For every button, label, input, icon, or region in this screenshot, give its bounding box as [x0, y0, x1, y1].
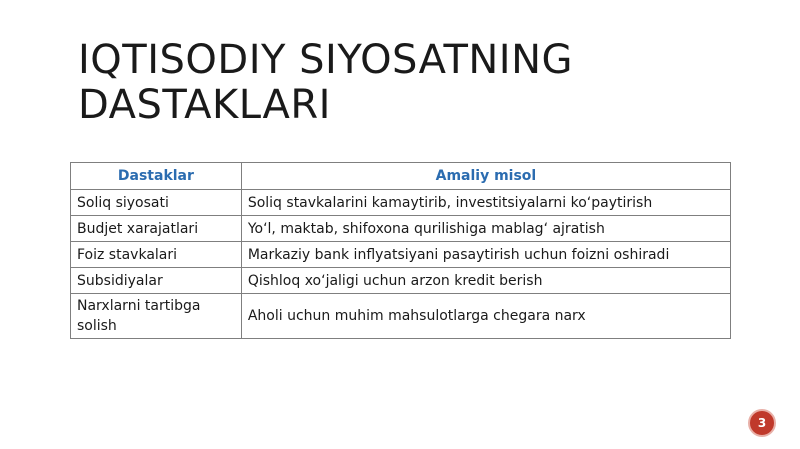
header-cell-levers: Dastaklar — [71, 163, 242, 190]
lever-cell: Subsidiyalar — [71, 268, 242, 294]
example-cell: Qishloq xo‘jaligi uchun arzon kredit berish — [241, 268, 730, 294]
table-row — [71, 216, 731, 242]
example-cell: Soliq stavkalarini kamaytirib, investitsiyalarni ko‘paytirish — [241, 190, 730, 216]
slide-title — [78, 38, 728, 128]
levers-table — [70, 162, 731, 339]
table-row — [71, 242, 731, 268]
lever-cell: Narxlarni tartibga solish — [71, 294, 242, 339]
table-row — [71, 268, 731, 294]
lever-cell: Budjet xarajatlari — [71, 216, 242, 242]
example-cell: Aholi uchun muhim mahsulotlarga chegara narx — [241, 294, 730, 339]
lever-cell: Soliq siyosati — [71, 190, 242, 216]
page-number-badge: 3 — [748, 409, 776, 437]
table-header-row — [71, 163, 731, 190]
table-row — [71, 294, 731, 339]
slide-title-line-1: IQTISODIY SIYOSATNING — [78, 37, 574, 83]
table-row — [71, 190, 731, 216]
header-cell-example: Amaliy misol — [241, 163, 730, 190]
slide-title-line-2: DASTAKLARI — [78, 82, 331, 128]
example-cell: Yo‘l, maktab, shifoxona qurilishiga mablag‘ ajratish — [241, 216, 730, 242]
example-cell: Markaziy bank inflyatsiyani pasaytirish uchun foizni oshiradi — [241, 242, 730, 268]
lever-cell: Foiz stavkalari — [71, 242, 242, 268]
